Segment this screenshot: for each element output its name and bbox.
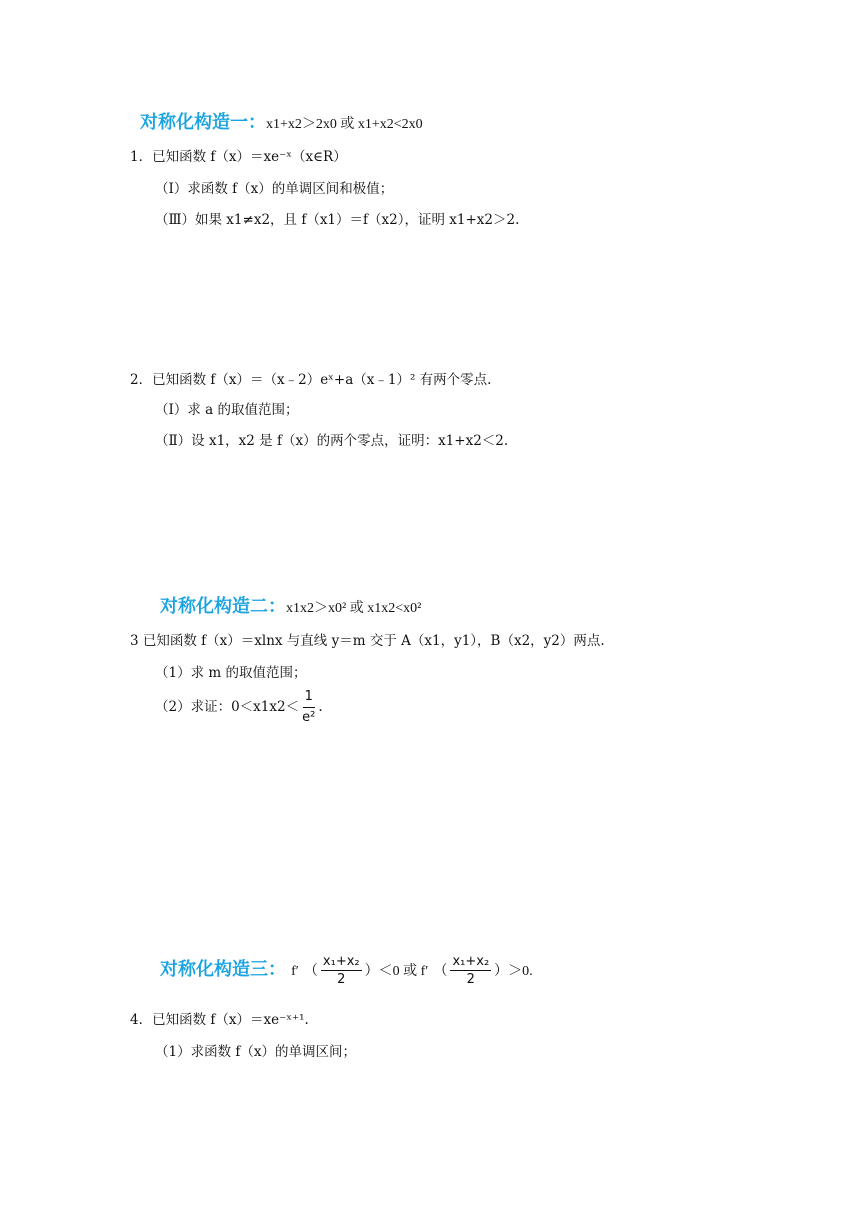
fraction-denominator: 2 <box>466 972 475 987</box>
fraction-numerator: x₁+x₂ <box>452 954 490 969</box>
problem-4-stem: 4．已知函数 f（x）＝xe⁻ˣ⁺¹. <box>130 1012 309 1028</box>
problem-1-stem: 1．已知函数 f（x）＝xe⁻ˣ（x∈R） <box>130 149 347 165</box>
problem-2-part-2: （Ⅱ）设 x1，x2 是 f（x）的两个零点，证明：x1+x2＜2. <box>155 433 509 449</box>
paren-close: ） <box>364 964 379 979</box>
problem-2-stem: 2．已知函数 f（x）＝（x﹣2）eˣ+a（x﹣1）² 有两个零点. <box>130 372 492 388</box>
problem-1-part-2: （Ⅲ）如果 x1≠x2，且 f（x1）＝f（x2），证明 x1+x2＞2. <box>155 212 520 228</box>
section-heading-1 <box>140 108 423 134</box>
problem-4-part-1: （1）求函数 f（x）的单调区间； <box>155 1044 356 1060</box>
section-heading-2 <box>160 592 421 618</box>
fraction-mid-x <box>450 954 491 987</box>
section-heading-3 <box>160 954 533 987</box>
fraction-numerator: 1 <box>303 688 315 708</box>
fraction-numerator: x₁+x₂ <box>322 954 360 969</box>
section-title: 对称化构造一： <box>140 112 266 133</box>
problem-3-stem: 3 已知函数 f（x）＝xlnx 与直线 y＝m 交于 A（x1，y1），B（x2，y2）两点. <box>130 633 605 649</box>
section-title: 对称化构造二： <box>160 596 286 617</box>
section-formula-prefix: f′ <box>291 964 299 979</box>
problem-1-part-1: （Ⅰ）求函数 f（x）的单调区间和极值； <box>155 181 394 197</box>
section-title: 对称化构造三： <box>160 959 286 980</box>
fraction-tail: . <box>318 699 323 715</box>
problem-2-part-1: （Ⅰ）求 a 的取值范围； <box>155 402 299 418</box>
paren-close: ） <box>494 964 509 979</box>
fraction-denominator: e² <box>302 710 316 725</box>
part-text: （2）求证：0＜x1x2＜ <box>155 699 300 715</box>
paren-open: （ <box>433 964 448 979</box>
fraction-denominator: 2 <box>337 972 346 987</box>
problem-3-part-1: （1）求 m 的取值范围； <box>155 665 307 681</box>
section-formula-middle: ＜0 或 f′ <box>378 964 429 979</box>
paren-open: （ <box>303 964 318 979</box>
section-formula-suffix: ＞0. <box>508 964 533 979</box>
fraction-one-over-e-squared <box>302 688 315 727</box>
fraction-mid-x <box>321 954 362 987</box>
section-formula: x1+x2＞2x0 或 x1+x2<2x0 <box>266 117 423 132</box>
problem-3-part-2 <box>155 688 323 727</box>
section-formula: x1x2＞x0² 或 x1x2<x0² <box>286 601 422 616</box>
